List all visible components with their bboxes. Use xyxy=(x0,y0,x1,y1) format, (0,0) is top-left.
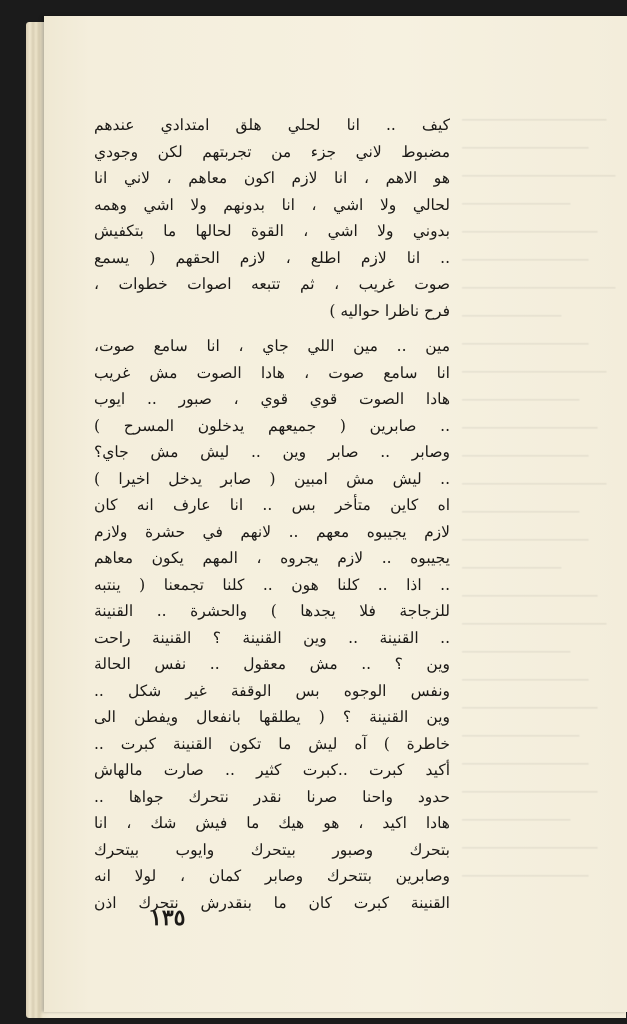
text-line: القنينة كبرت كان ما بنقدرش نتحرك اذن xyxy=(94,893,450,912)
text-line: صوت غريب ، ثم تتبعه اصوات خطوات ، xyxy=(94,275,450,293)
text-line: اه كاين متأخر بس .. انا عارف انه كان xyxy=(94,496,450,514)
text-line: فرح ناظرا حواليه ) xyxy=(329,301,450,320)
text-line: .. ليش مش امبين ( صابر يدخل اخيرا ) xyxy=(94,469,450,488)
text-line: .. صابرين ( جميعهم يدخلون المسرح ) xyxy=(94,416,450,435)
text-line: يجيبوه .. لازم يجروه ، المهم يكون معاهم xyxy=(94,549,450,567)
text-line: هادا الصوت قوي قوي ، صبور .. ايوب xyxy=(94,390,450,408)
text-line: مضبوط لاني جزء من تجربتهم لكن وجودي xyxy=(94,142,450,161)
text-line: وصابر .. صابر وين .. ليش مش جاي؟ xyxy=(94,443,450,461)
text-line: بتحرك وصبور بيتحرك وايوب بيتحرك xyxy=(94,840,450,859)
text-line: ونفس الوجوه بس الوقفة غير شكل .. xyxy=(94,681,450,700)
text-line: أكيد كبرت ..كبرت كثير .. صارت مالهاش xyxy=(94,761,450,779)
text-line: وين القنينة ؟ ( يطلقها بانفعال ويفطن الى xyxy=(94,708,450,726)
body-text xyxy=(94,112,450,916)
text-line: انا سامع صوت ، هادا الصوت مش غريب xyxy=(94,363,450,382)
show-through-text: ──────────────── ────────────── ───────────────── ──────────── ─────────────── ────────────── ───────────────── ─────────── ────────────── ──────────────── ───────────── ─────────────── ────────────── ──────────────── ───────────── ────────────── ─────────── ─────────────── ──────────────── ──────────── ────────────── ─────────────── ───────────── ────────────── ─────────────── ──────────── ─────────────── ────────────── xyxy=(462,111,616,885)
text-line: كيف .. انا لحلي هلق امتدادي عندهم xyxy=(94,116,450,134)
text-line: هو الاهم ، انا لازم اكون معاهم ، لاني انا xyxy=(94,169,450,187)
text-line: للزجاجة فلا يجدها ) والحشرة .. القنينة xyxy=(94,602,450,620)
text-line: هادا اكيد ، هو هيك ما فيش شك ، انا xyxy=(94,814,450,832)
text-line: .. القنينة .. وين القنينة ؟ القنينة راحت xyxy=(94,628,450,647)
text-line: بدوني ولا اشي ، القوة لحالها ما بتكفيش xyxy=(94,222,450,240)
text-line: خاطرة ) آه ليش ما تكون القنينة كبرت .. xyxy=(94,734,450,753)
paragraph xyxy=(94,112,450,324)
text-line: .. انا لازم اطلع ، لازم الحقهم ( يسمع xyxy=(94,248,450,267)
text-line: حدود واحنا صرنا نقدر نتحرك جواها .. xyxy=(94,787,450,806)
text-line: .. اذا .. كلنا هون .. كلنا تجمعنا ( ينتبه xyxy=(94,575,450,594)
text-line: مين .. مين اللي جاي ، انا سامع صوت، xyxy=(94,337,450,355)
text-line: لحالي ولا اشي ، انا بدونهم ولا اشي وهمه xyxy=(94,195,450,214)
page-number: ١٣٥ xyxy=(150,905,186,931)
paragraph xyxy=(94,333,450,916)
text-line: وصابرين بتتحرك وصابر كمان ، لولا انه xyxy=(94,867,450,885)
text-line: لازم يجيبوه معهم .. لانهم في حشرة ولازم xyxy=(94,522,450,541)
text-line: وين ؟ .. مش معقول .. نفس الحالة xyxy=(94,655,450,673)
